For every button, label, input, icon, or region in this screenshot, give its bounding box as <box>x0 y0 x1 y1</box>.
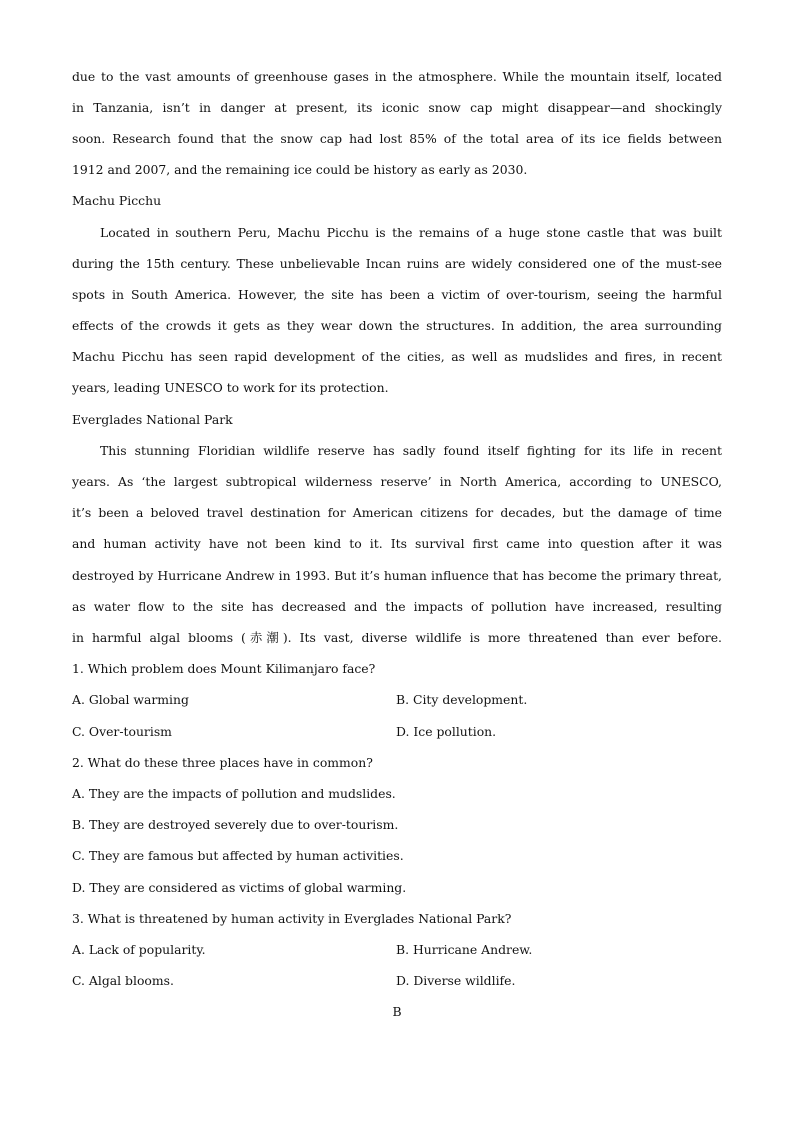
paragraph-line: in harmful algal blooms (赤潮). Its vast, diverse wildlife is more threatened than ever before. <box>72 630 722 645</box>
paragraph-line: and human activity have not been kind to it. Its survival first came into question after it was <box>72 536 722 551</box>
paragraph-line: years, leading UNESCO to work for its protection. <box>72 380 389 395</box>
question-stem-2: 2. What do these three places have in common? <box>72 755 373 770</box>
paragraph-line: spots in South America. However, the site has been a victim of over-tourism, seeing the harmful <box>72 287 722 302</box>
section-heading-everglades: Everglades National Park <box>72 412 233 427</box>
question-1-option-d: D. Ice pollution. <box>396 724 497 739</box>
question-2-option-d: D. They are considered as victims of global warming. <box>72 880 407 895</box>
paragraph-line: soon. Research found that the snow cap had lost 85% of the total area of its ice fields between <box>72 131 722 146</box>
question-3-option-b: B. Hurricane Andrew. <box>396 942 533 957</box>
paragraph-line: Located in southern Peru, Machu Picchu is the remains of a huge stone castle that was built <box>100 225 722 240</box>
paragraph-line: years. As ‘the largest subtropical wilderness reserve’ in North America, according to UNESCO, <box>72 474 722 489</box>
question-3-option-a: A. Lack of popularity. <box>72 942 206 957</box>
paragraph-line: Machu Picchu has seen rapid development of the cities, as well as mudslides and fires, in recent <box>72 349 722 364</box>
question-1-option-a: A. Global warming <box>72 692 189 707</box>
paragraph-line: it’s been a beloved travel destination for American citizens for decades, but the damage of time <box>72 505 722 520</box>
paragraph-line: This stunning Floridian wildlife reserve has sadly found itself fighting for its life in recent <box>100 443 722 458</box>
section-letter: B <box>392 1004 402 1019</box>
question-1-option-c: C. Over-tourism <box>72 724 172 739</box>
paragraph-line: as water flow to the site has decreased and the impacts of pollution have increased, resulting <box>72 599 722 614</box>
question-1-option-b: B. City development. <box>396 692 528 707</box>
question-3-option-c: C. Algal blooms. <box>72 973 174 988</box>
question-2-option-b: B. They are destroyed severely due to over-tourism. <box>72 817 399 832</box>
paragraph-line: effects of the crowds it gets as they wear down the structures. In addition, the area surrounding <box>72 318 722 333</box>
question-2-option-a: A. They are the impacts of pollution and mudslides. <box>72 786 396 801</box>
question-3-option-d: D. Diverse wildlife. <box>396 973 516 988</box>
paragraph-line: during the 15th century. These unbelievable Incan ruins are widely considered one of the must-see <box>72 256 722 271</box>
question-stem-1: 1. Which problem does Mount Kilimanjaro face? <box>72 661 376 676</box>
paragraph-line: 1912 and 2007, and the remaining ice could be history as early as 2030. <box>72 162 528 177</box>
question-2-option-c: C. They are famous but affected by human activities. <box>72 848 404 863</box>
paragraph-line: in Tanzania, isn’t in danger at present, its iconic snow cap might disappear—and shockingly <box>72 100 722 115</box>
section-heading-machu-picchu: Machu Picchu <box>72 193 162 208</box>
question-stem-3: 3. What is threatened by human activity in Everglades National Park? <box>72 911 512 926</box>
paragraph-line: destroyed by Hurricane Andrew in 1993. But it’s human influence that has become the primary threat, <box>72 568 722 583</box>
paragraph-line: due to the vast amounts of greenhouse gases in the atmosphere. While the mountain itself, located <box>72 69 722 84</box>
